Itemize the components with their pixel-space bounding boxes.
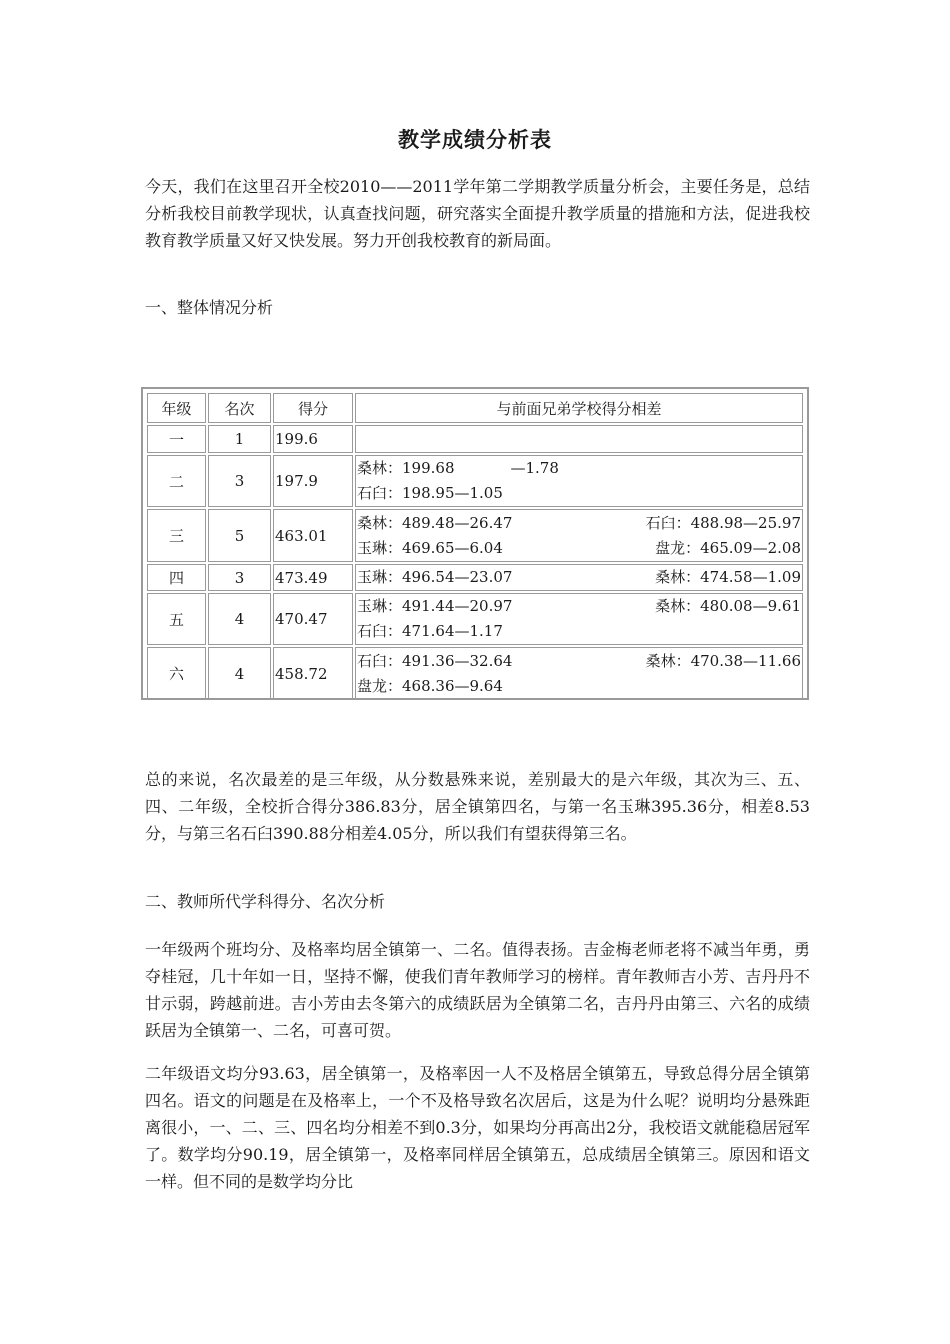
difference-entry: 玉琳：469.65—6.04: [357, 538, 503, 557]
cell-rank: 1: [208, 425, 271, 453]
difference-line: [357, 456, 801, 481]
difference-entry: 玉琳：491.44—20.97: [357, 597, 513, 615]
cell-difference: [355, 425, 803, 453]
cell-rank: 5: [208, 509, 271, 562]
difference-entry: 石臼：198.95—1.05: [357, 484, 503, 502]
header-grade: 年级: [147, 393, 206, 423]
table-row: [147, 425, 803, 453]
cell-rank: 4: [208, 647, 271, 700]
difference-entry: 石臼：491.36—32.64: [357, 651, 513, 670]
table-row: [147, 455, 803, 507]
difference-entry: 盘龙：468.36—9.64: [357, 676, 503, 695]
header-rank: 名次: [208, 393, 271, 423]
difference-entry: 桑林：199.68: [357, 459, 455, 477]
difference-entry: 石臼：488.98—25.97: [645, 513, 801, 532]
section-heading-overall: 一、整体情况分析: [145, 298, 274, 317]
section-heading-teachers: 二、教师所代学科得分、名次分析: [145, 892, 386, 911]
cell-score: 463.01: [273, 509, 353, 562]
cell-grade: 五: [147, 593, 206, 645]
grade1-paragraph: 一年级两个班均分、及格率均居全镇第一、二名。值得表扬。吉金梅老师老将不减当年勇，勇夺桂冠，几十年如一日，坚持不懈，使我们青年教师学习的榜样。青年教师吉小芳、吉丹丹不甘示弱，跨越前进。吉小芳由去冬第六的成绩跃居为全镇第二名，吉丹丹由第三、六名的成绩跃居为全镇第一、二名，可喜可贺。: [145, 940, 810, 1040]
difference-entry: 玉琳：496.54—23.07: [357, 568, 513, 586]
table-header-row: [147, 393, 803, 423]
cell-difference: [355, 647, 803, 700]
difference-line: [357, 511, 801, 536]
difference-entry: 石臼：471.64—1.17: [357, 622, 503, 640]
score-table: [141, 387, 809, 700]
cell-difference: [355, 593, 803, 645]
difference-entry: 桑林：474.58—1.09: [655, 568, 801, 586]
table-row: [147, 509, 803, 562]
cell-score: 473.49: [273, 564, 353, 591]
difference-line: [357, 536, 801, 561]
cell-difference: [355, 455, 803, 507]
difference-line: [357, 619, 801, 644]
cell-score: 197.9: [273, 455, 353, 507]
intro-paragraph: 今天，我们在这里召开全校2010——2011学年第二学期教学质量分析会，主要任务是，总结分析我校目前教学现状，认真查找问题，研究落实全面提升教学质量的措施和方法，促进我校教育教学质量又好又快发展。努力开创我校教育的新局面。: [145, 177, 810, 250]
difference-line: [357, 481, 801, 506]
summary-paragraph: 总的来说，名次最差的是三年级，从分数悬殊来说，差别最大的是六年级，其次为三、五、四、二年级，全校折合得分386.83分，居全镇第四名，与第一名玉琳395.36分，相差8.53分，与第三名石臼390.88分相差4.05分，所以我们有望获得第三名。: [145, 770, 810, 843]
difference-line: [357, 649, 801, 674]
cell-difference: [355, 564, 803, 591]
header-difference: 与前面兄弟学校得分相差: [355, 393, 803, 423]
table-row: [147, 647, 803, 700]
difference-entry: 桑林：489.48—26.47: [357, 513, 513, 532]
difference-line: [357, 565, 801, 590]
cell-rank: 4: [208, 593, 271, 645]
document-title: 教学成绩分析表: [398, 127, 552, 152]
cell-score: 458.72: [273, 647, 353, 700]
cell-grade: 一: [147, 425, 206, 453]
difference-entry: —1.78: [510, 459, 559, 477]
cell-score: 470.47: [273, 593, 353, 645]
table-row: [147, 564, 803, 591]
cell-grade: 二: [147, 455, 206, 507]
cell-rank: 3: [208, 455, 271, 507]
table-row: [147, 593, 803, 645]
header-score: 得分: [273, 393, 353, 423]
difference-line: [357, 674, 801, 699]
cell-difference: [355, 509, 803, 562]
difference-entry: 盘龙：465.09—2.08: [655, 538, 801, 557]
cell-rank: 3: [208, 564, 271, 591]
difference-entry: 桑林：470.38—11.66: [645, 651, 801, 670]
difference-entry: 桑林：480.08—9.61: [655, 597, 801, 615]
difference-line: [357, 594, 801, 619]
cell-score: 199.6: [273, 425, 353, 453]
grade2-paragraph: 二年级语文均分93.63，居全镇第一，及格率因一人不及格居全镇第五，导致总得分居全镇第四名。语文的问题是在及格率上，一个不及格导致名次居后，这是为什么呢？说明均分悬殊距离很小，一、二、三、四名均分相差不到0.3分，如果均分再高出2分，我校语文就能稳居冠军了。数学均分90.19，居全镇第一，及格率同样居全镇第五，总成绩居全镇第三。原因和语文一样。但不同的是数学均分比: [145, 1064, 810, 1191]
cell-grade: 三: [147, 509, 206, 562]
cell-grade: 六: [147, 647, 206, 700]
cell-grade: 四: [147, 564, 206, 591]
